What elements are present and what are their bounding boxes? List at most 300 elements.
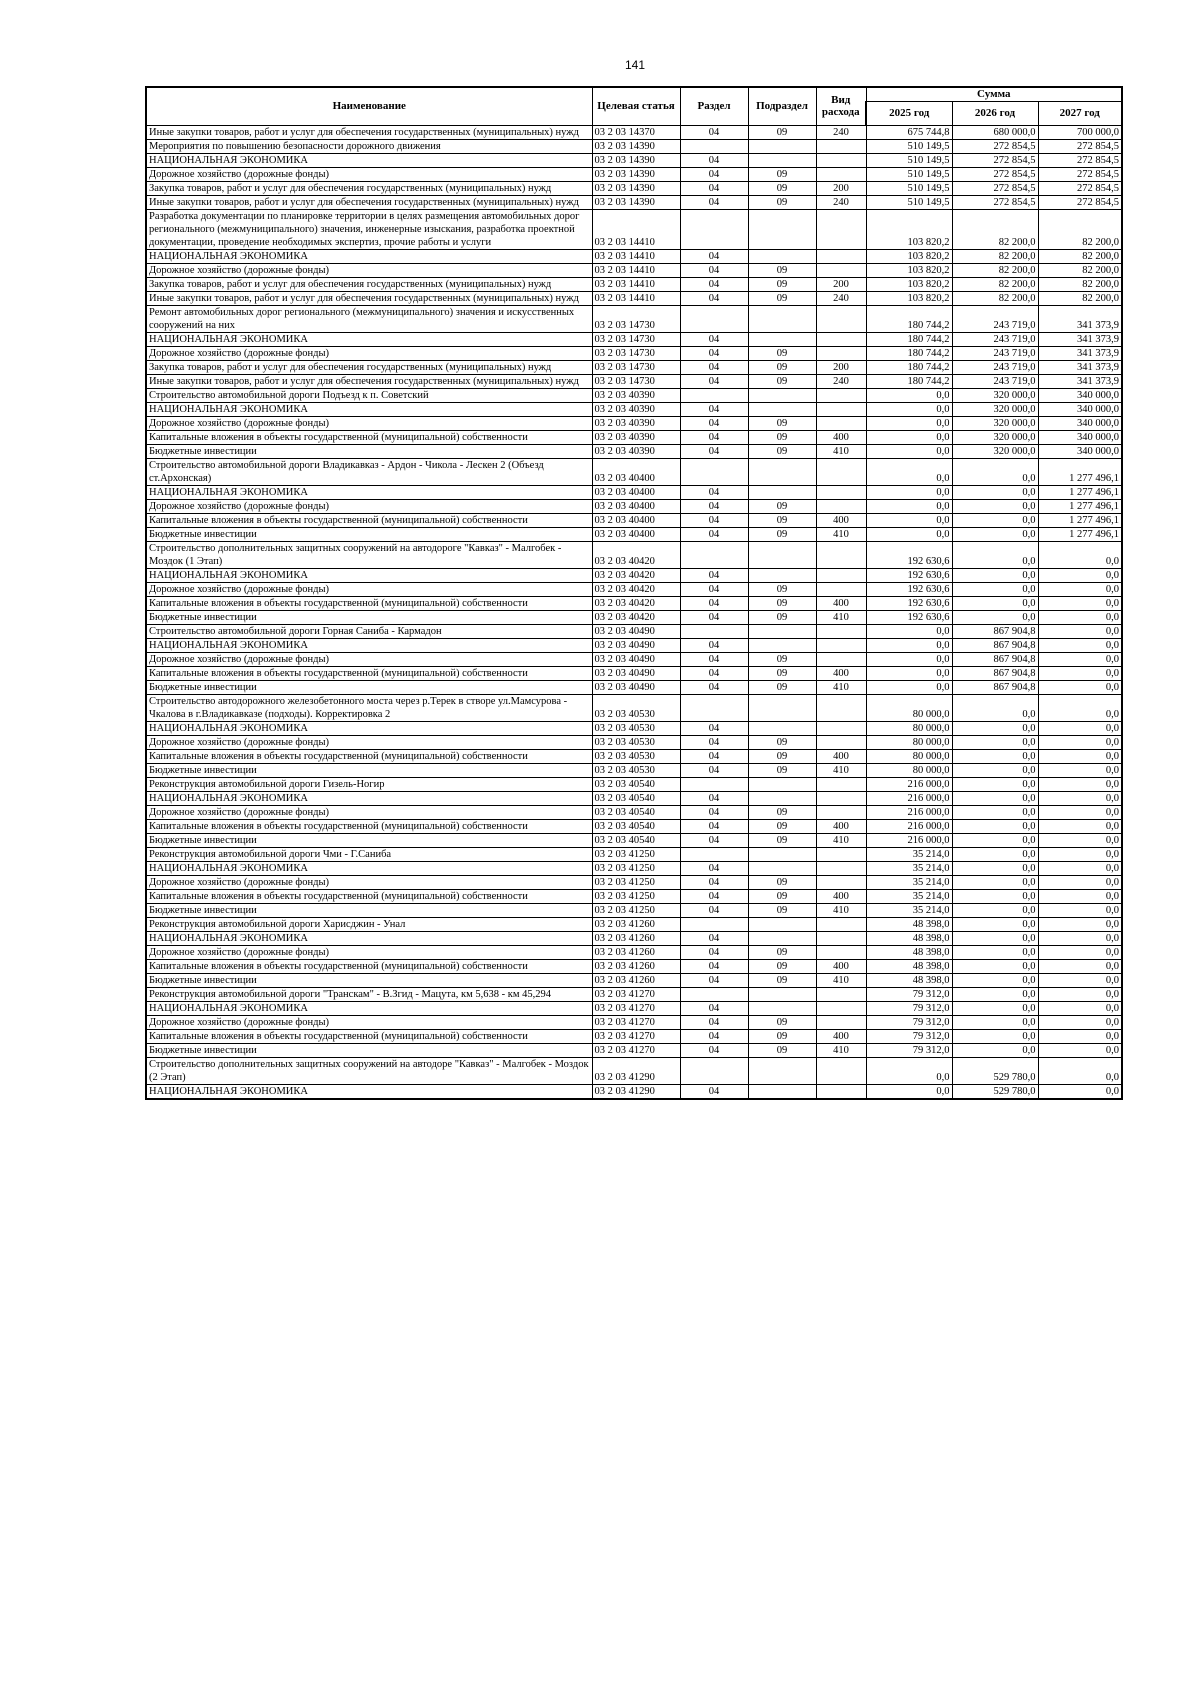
cell-2026: 0,0 (952, 694, 1038, 721)
table-row (146, 209, 1122, 249)
cell-2027: 0,0 (1038, 903, 1122, 917)
table-row (146, 541, 1122, 568)
cell-2025: 510 149,5 (866, 167, 952, 181)
table-row (146, 694, 1122, 721)
cell-subsection: 09 (748, 610, 816, 624)
cell-expense-type: 200 (816, 277, 866, 291)
cell-name: НАЦИОНАЛЬНАЯ ЭКОНОМИКА (146, 721, 592, 735)
cell-subsection (748, 1057, 816, 1084)
cell-target-article: 03 2 03 14410 (592, 263, 680, 277)
cell-subsection (748, 249, 816, 263)
cell-2026: 0,0 (952, 819, 1038, 833)
cell-target-article: 03 2 03 40420 (592, 582, 680, 596)
cell-subsection (748, 541, 816, 568)
cell-name: НАЦИОНАЛЬНАЯ ЭКОНОМИКА (146, 153, 592, 167)
cell-section: 04 (680, 195, 748, 209)
table-row (146, 125, 1122, 139)
cell-2026: 680 000,0 (952, 125, 1038, 139)
cell-2027: 700 000,0 (1038, 125, 1122, 139)
table-row (146, 721, 1122, 735)
cell-2026: 320 000,0 (952, 402, 1038, 416)
cell-2025: 79 312,0 (866, 1029, 952, 1043)
cell-expense-type: 400 (816, 430, 866, 444)
cell-expense-type: 240 (816, 374, 866, 388)
cell-name: Капитальные вложения в объекты государственной (муниципальной) собственности (146, 889, 592, 903)
cell-2026: 529 780,0 (952, 1057, 1038, 1084)
cell-2026: 0,0 (952, 875, 1038, 889)
table-row (146, 277, 1122, 291)
cell-2027: 0,0 (1038, 917, 1122, 931)
cell-2025: 80 000,0 (866, 735, 952, 749)
cell-target-article: 03 2 03 40390 (592, 444, 680, 458)
cell-section: 04 (680, 931, 748, 945)
table-row (146, 805, 1122, 819)
cell-target-article: 03 2 03 41270 (592, 987, 680, 1001)
cell-expense-type (816, 791, 866, 805)
cell-target-article: 03 2 03 41270 (592, 1001, 680, 1015)
cell-subsection: 09 (748, 875, 816, 889)
cell-expense-type: 400 (816, 959, 866, 973)
cell-2026: 0,0 (952, 1015, 1038, 1029)
cell-expense-type (816, 388, 866, 402)
cell-section: 04 (680, 861, 748, 875)
cell-expense-type (816, 249, 866, 263)
cell-target-article: 03 2 03 40540 (592, 777, 680, 791)
cell-name: НАЦИОНАЛЬНАЯ ЭКОНОМИКА (146, 485, 592, 499)
cell-subsection: 09 (748, 291, 816, 305)
cell-2027: 0,0 (1038, 541, 1122, 568)
cell-2026: 867 904,8 (952, 666, 1038, 680)
cell-name: НАЦИОНАЛЬНАЯ ЭКОНОМИКА (146, 249, 592, 263)
table-row (146, 181, 1122, 195)
cell-name: Бюджетные инвестиции (146, 527, 592, 541)
cell-section: 04 (680, 444, 748, 458)
cell-target-article: 03 2 03 40400 (592, 527, 680, 541)
cell-name: Капитальные вложения в объекты государственной (муниципальной) собственности (146, 749, 592, 763)
cell-name: Бюджетные инвестиции (146, 610, 592, 624)
cell-expense-type: 410 (816, 680, 866, 694)
cell-section: 04 (680, 568, 748, 582)
cell-target-article: 03 2 03 40490 (592, 652, 680, 666)
cell-2026: 0,0 (952, 861, 1038, 875)
cell-2026: 272 854,5 (952, 181, 1038, 195)
cell-2027: 0,0 (1038, 1043, 1122, 1057)
cell-subsection (748, 917, 816, 931)
cell-section: 04 (680, 735, 748, 749)
cell-target-article: 03 2 03 14390 (592, 139, 680, 153)
cell-target-article: 03 2 03 41250 (592, 861, 680, 875)
cell-section: 04 (680, 485, 748, 499)
cell-2025: 0,0 (866, 430, 952, 444)
cell-section: 04 (680, 582, 748, 596)
header-section: Раздел (680, 87, 748, 125)
cell-section: 04 (680, 346, 748, 360)
cell-2026: 0,0 (952, 945, 1038, 959)
cell-expense-type (816, 917, 866, 931)
cell-2026: 272 854,5 (952, 195, 1038, 209)
cell-target-article: 03 2 03 41270 (592, 1043, 680, 1057)
cell-name: Бюджетные инвестиции (146, 680, 592, 694)
cell-2026: 0,0 (952, 973, 1038, 987)
cell-subsection: 09 (748, 749, 816, 763)
cell-2027: 340 000,0 (1038, 430, 1122, 444)
cell-subsection: 09 (748, 1015, 816, 1029)
cell-subsection (748, 458, 816, 485)
header-name: Наименование (146, 87, 592, 125)
cell-section (680, 777, 748, 791)
cell-name: Строительство автомобильной дороги Горная Саниба - Кармадон (146, 624, 592, 638)
cell-target-article: 03 2 03 40530 (592, 694, 680, 721)
cell-target-article: 03 2 03 41260 (592, 959, 680, 973)
cell-expense-type: 410 (816, 1043, 866, 1057)
cell-2026: 0,0 (952, 582, 1038, 596)
cell-2025: 103 820,2 (866, 209, 952, 249)
cell-target-article: 03 2 03 40400 (592, 458, 680, 485)
cell-subsection: 09 (748, 582, 816, 596)
cell-2025: 180 744,2 (866, 346, 952, 360)
cell-2026: 0,0 (952, 833, 1038, 847)
cell-section: 04 (680, 291, 748, 305)
cell-expense-type (816, 847, 866, 861)
cell-2026: 0,0 (952, 610, 1038, 624)
cell-target-article: 03 2 03 40540 (592, 833, 680, 847)
table-row (146, 430, 1122, 444)
cell-2027: 340 000,0 (1038, 388, 1122, 402)
cell-2025: 510 149,5 (866, 139, 952, 153)
cell-section: 04 (680, 263, 748, 277)
cell-expense-type (816, 582, 866, 596)
cell-expense-type (816, 945, 866, 959)
cell-subsection (748, 1084, 816, 1099)
cell-subsection: 09 (748, 945, 816, 959)
cell-expense-type (816, 153, 866, 167)
cell-target-article: 03 2 03 14390 (592, 195, 680, 209)
cell-expense-type (816, 805, 866, 819)
cell-section: 04 (680, 805, 748, 819)
table-row (146, 195, 1122, 209)
cell-name: Бюджетные инвестиции (146, 1043, 592, 1057)
cell-expense-type: 410 (816, 610, 866, 624)
cell-section: 04 (680, 596, 748, 610)
cell-subsection: 09 (748, 903, 816, 917)
cell-2025: 48 398,0 (866, 959, 952, 973)
cell-name: НАЦИОНАЛЬНАЯ ЭКОНОМИКА (146, 568, 592, 582)
cell-subsection (748, 931, 816, 945)
cell-2027: 0,0 (1038, 1029, 1122, 1043)
cell-target-article: 03 2 03 41250 (592, 889, 680, 903)
table-row (146, 1029, 1122, 1043)
cell-2026: 82 200,0 (952, 291, 1038, 305)
table-row (146, 263, 1122, 277)
cell-2027: 0,0 (1038, 666, 1122, 680)
cell-2027: 1 277 496,1 (1038, 485, 1122, 499)
table-row (146, 945, 1122, 959)
cell-subsection: 09 (748, 596, 816, 610)
cell-2026: 0,0 (952, 987, 1038, 1001)
cell-2026: 0,0 (952, 889, 1038, 903)
cell-name: Капитальные вложения в объекты государственной (муниципальной) собственности (146, 513, 592, 527)
cell-2026: 0,0 (952, 777, 1038, 791)
cell-subsection (748, 568, 816, 582)
table-row (146, 374, 1122, 388)
cell-2027: 0,0 (1038, 735, 1122, 749)
cell-2025: 216 000,0 (866, 791, 952, 805)
cell-2025: 510 149,5 (866, 181, 952, 195)
cell-name: Дорожное хозяйство (дорожные фонды) (146, 346, 592, 360)
cell-name: Дорожное хозяйство (дорожные фонды) (146, 805, 592, 819)
cell-name: Бюджетные инвестиции (146, 444, 592, 458)
cell-2027: 340 000,0 (1038, 444, 1122, 458)
cell-2025: 675 744,8 (866, 125, 952, 139)
table-row (146, 931, 1122, 945)
cell-subsection (748, 624, 816, 638)
cell-section: 04 (680, 749, 748, 763)
cell-2027: 272 854,5 (1038, 167, 1122, 181)
table-row (146, 749, 1122, 763)
cell-name: Дорожное хозяйство (дорожные фонды) (146, 499, 592, 513)
table-row (146, 167, 1122, 181)
cell-subsection (748, 638, 816, 652)
cell-2025: 0,0 (866, 388, 952, 402)
cell-target-article: 03 2 03 40420 (592, 568, 680, 582)
cell-2025: 103 820,2 (866, 291, 952, 305)
header-year-2026: 2026 год (952, 101, 1038, 125)
cell-name: Дорожное хозяйство (дорожные фонды) (146, 735, 592, 749)
cell-section: 04 (680, 277, 748, 291)
header-year-2027: 2027 год (1038, 101, 1122, 125)
cell-2026: 272 854,5 (952, 167, 1038, 181)
cell-2026: 82 200,0 (952, 209, 1038, 249)
table-row (146, 973, 1122, 987)
cell-expense-type: 400 (816, 513, 866, 527)
cell-section: 04 (680, 875, 748, 889)
cell-section (680, 388, 748, 402)
cell-2026: 243 719,0 (952, 374, 1038, 388)
cell-2026: 0,0 (952, 763, 1038, 777)
cell-target-article: 03 2 03 41260 (592, 917, 680, 931)
cell-target-article: 03 2 03 40530 (592, 721, 680, 735)
cell-2026: 0,0 (952, 847, 1038, 861)
table-row (146, 777, 1122, 791)
page-number: 141 (624, 58, 646, 72)
cell-target-article: 03 2 03 41290 (592, 1084, 680, 1099)
table-row (146, 917, 1122, 931)
cell-2027: 1 277 496,1 (1038, 499, 1122, 513)
cell-target-article: 03 2 03 40420 (592, 596, 680, 610)
table-row (146, 458, 1122, 485)
cell-2027: 1 277 496,1 (1038, 513, 1122, 527)
cell-2027: 0,0 (1038, 777, 1122, 791)
cell-expense-type (816, 485, 866, 499)
cell-2025: 0,0 (866, 444, 952, 458)
cell-subsection (748, 791, 816, 805)
cell-section: 04 (680, 430, 748, 444)
cell-name: Реконструкция автомобильной дороги "Транскам" - В.Згид - Мацута, км 5,638 - км 45,294 (146, 987, 592, 1001)
cell-2027: 0,0 (1038, 847, 1122, 861)
cell-subsection (748, 153, 816, 167)
cell-2025: 35 214,0 (866, 847, 952, 861)
cell-target-article: 03 2 03 40490 (592, 666, 680, 680)
cell-subsection (748, 1001, 816, 1015)
cell-2026: 0,0 (952, 749, 1038, 763)
cell-section: 04 (680, 652, 748, 666)
cell-subsection: 09 (748, 513, 816, 527)
cell-2025: 180 744,2 (866, 332, 952, 346)
cell-expense-type: 410 (816, 973, 866, 987)
cell-target-article: 03 2 03 14390 (592, 167, 680, 181)
cell-subsection: 09 (748, 805, 816, 819)
cell-2025: 216 000,0 (866, 819, 952, 833)
table-row (146, 249, 1122, 263)
cell-subsection (748, 332, 816, 346)
cell-2025: 192 630,6 (866, 596, 952, 610)
table-row (146, 624, 1122, 638)
cell-2025: 80 000,0 (866, 749, 952, 763)
cell-2027: 0,0 (1038, 624, 1122, 638)
cell-section: 04 (680, 167, 748, 181)
cell-2025: 48 398,0 (866, 973, 952, 987)
cell-expense-type (816, 541, 866, 568)
cell-target-article: 03 2 03 14410 (592, 249, 680, 263)
table-body (146, 125, 1122, 1099)
cell-2025: 48 398,0 (866, 917, 952, 931)
cell-section: 04 (680, 181, 748, 195)
table-row (146, 485, 1122, 499)
cell-section: 04 (680, 666, 748, 680)
cell-2027: 272 854,5 (1038, 139, 1122, 153)
cell-expense-type (816, 305, 866, 332)
cell-expense-type: 410 (816, 444, 866, 458)
table-row (146, 652, 1122, 666)
cell-2026: 0,0 (952, 735, 1038, 749)
cell-target-article: 03 2 03 41260 (592, 973, 680, 987)
cell-name: Ремонт автомобильных дорог регионального (межмуниципального) значения и искусственных сооружений на них (146, 305, 592, 332)
cell-2025: 35 214,0 (866, 889, 952, 903)
table-row (146, 513, 1122, 527)
cell-2027: 0,0 (1038, 875, 1122, 889)
cell-subsection (748, 861, 816, 875)
cell-target-article: 03 2 03 40530 (592, 749, 680, 763)
cell-name: Дорожное хозяйство (дорожные фонды) (146, 652, 592, 666)
cell-section (680, 458, 748, 485)
cell-2025: 0,0 (866, 638, 952, 652)
cell-2027: 341 373,9 (1038, 374, 1122, 388)
cell-section (680, 305, 748, 332)
cell-2027: 0,0 (1038, 680, 1122, 694)
cell-subsection (748, 305, 816, 332)
cell-name: Дорожное хозяйство (дорожные фонды) (146, 263, 592, 277)
cell-section: 04 (680, 332, 748, 346)
cell-subsection: 09 (748, 263, 816, 277)
cell-2025: 80 000,0 (866, 694, 952, 721)
cell-2025: 0,0 (866, 513, 952, 527)
cell-target-article: 03 2 03 40540 (592, 819, 680, 833)
cell-target-article: 03 2 03 40420 (592, 610, 680, 624)
table-row (146, 1015, 1122, 1029)
cell-2025: 103 820,2 (866, 277, 952, 291)
cell-section (680, 987, 748, 1001)
cell-expense-type (816, 861, 866, 875)
cell-name: Капитальные вложения в объекты государственной (муниципальной) собственности (146, 819, 592, 833)
cell-subsection: 09 (748, 374, 816, 388)
cell-2027: 0,0 (1038, 819, 1122, 833)
cell-2027: 0,0 (1038, 582, 1122, 596)
cell-target-article: 03 2 03 14410 (592, 291, 680, 305)
cell-2026: 867 904,8 (952, 624, 1038, 638)
cell-section: 04 (680, 791, 748, 805)
cell-2026: 0,0 (952, 1029, 1038, 1043)
cell-name: Бюджетные инвестиции (146, 763, 592, 777)
cell-target-article: 03 2 03 41290 (592, 1057, 680, 1084)
cell-2027: 272 854,5 (1038, 153, 1122, 167)
cell-section (680, 1057, 748, 1084)
cell-expense-type: 240 (816, 291, 866, 305)
cell-expense-type: 400 (816, 666, 866, 680)
cell-subsection: 09 (748, 430, 816, 444)
cell-target-article: 03 2 03 14730 (592, 332, 680, 346)
cell-2025: 216 000,0 (866, 805, 952, 819)
cell-2027: 82 200,0 (1038, 209, 1122, 249)
cell-section: 04 (680, 680, 748, 694)
cell-name: НАЦИОНАЛЬНАЯ ЭКОНОМИКА (146, 931, 592, 945)
cell-subsection (748, 485, 816, 499)
cell-target-article: 03 2 03 14390 (592, 181, 680, 195)
cell-2025: 0,0 (866, 1084, 952, 1099)
cell-2026: 0,0 (952, 527, 1038, 541)
cell-2025: 35 214,0 (866, 861, 952, 875)
cell-expense-type (816, 167, 866, 181)
table-row (146, 388, 1122, 402)
table-row (146, 1084, 1122, 1099)
cell-target-article: 03 2 03 40390 (592, 416, 680, 430)
cell-2026: 0,0 (952, 485, 1038, 499)
cell-2025: 192 630,6 (866, 582, 952, 596)
cell-2027: 0,0 (1038, 973, 1122, 987)
cell-name: Иные закупки товаров, работ и услуг для обеспечения государственных (муниципальных) нужд (146, 374, 592, 388)
budget-table (145, 86, 1123, 1100)
cell-2026: 272 854,5 (952, 139, 1038, 153)
cell-2026: 320 000,0 (952, 388, 1038, 402)
cell-section: 04 (680, 819, 748, 833)
table-row (146, 1043, 1122, 1057)
cell-name: НАЦИОНАЛЬНАЯ ЭКОНОМИКА (146, 402, 592, 416)
cell-2025: 48 398,0 (866, 931, 952, 945)
cell-section: 04 (680, 249, 748, 263)
cell-name: Реконструкция автомобильной дороги Харисджин - Унал (146, 917, 592, 931)
cell-2025: 79 312,0 (866, 1043, 952, 1057)
cell-subsection: 09 (748, 360, 816, 374)
cell-2026: 243 719,0 (952, 305, 1038, 332)
cell-subsection: 09 (748, 973, 816, 987)
cell-2025: 0,0 (866, 485, 952, 499)
cell-section (680, 541, 748, 568)
cell-expense-type (816, 875, 866, 889)
table-row (146, 680, 1122, 694)
cell-subsection (748, 209, 816, 249)
cell-target-article: 03 2 03 14410 (592, 277, 680, 291)
cell-target-article: 03 2 03 40400 (592, 499, 680, 513)
cell-section: 04 (680, 360, 748, 374)
cell-2027: 0,0 (1038, 749, 1122, 763)
cell-target-article: 03 2 03 40400 (592, 485, 680, 499)
cell-2026: 867 904,8 (952, 680, 1038, 694)
cell-expense-type (816, 694, 866, 721)
cell-2026: 320 000,0 (952, 416, 1038, 430)
cell-subsection: 09 (748, 277, 816, 291)
cell-expense-type (816, 721, 866, 735)
cell-2027: 0,0 (1038, 931, 1122, 945)
cell-target-article: 03 2 03 40420 (592, 541, 680, 568)
